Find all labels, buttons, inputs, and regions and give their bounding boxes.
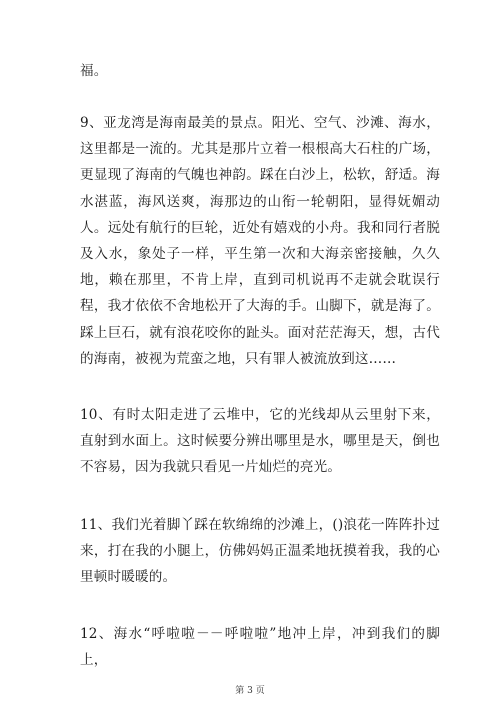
paragraph-item-11: 11、我们光着脚丫踩在软绵绵的沙滩上，()浪花一阵阵扑过来，打在我的小腿上，仿佛妈妈正温柔地抚摸着我，我的心里顿时暖暖的。 bbox=[80, 517, 440, 586]
paragraph-item-10: 10、有时太阳走进了云堆中，它的光线却从云里射下来，直射到水面上。这时候要分辨出哪里是水，哪里是天，倒也不容易，因为我就只看见一片灿烂的亮光。 bbox=[80, 407, 440, 476]
paragraph-continuation: 福。 bbox=[80, 63, 108, 79]
page-number: 第 3 页 bbox=[235, 686, 265, 696]
paragraph-item-12: 12、海水“呼啦啦－－呼啦啦”地冲上岸，冲到我们的脚上， bbox=[80, 626, 440, 669]
paragraph-item-9: 9、亚龙湾是海南最美的景点。阳光、空气、沙滩、海水，这里都是一流的。尤其是那片立着一根根高大石柱的广场，更显现了海南的气魄也神韵。踩在白沙上，松软，舒适。海水湛蓝，海风送爽，海那边的山衔一轮朝阳，显得妩媚动人。远处有航行的巨轮，近处有嬉戏的小舟。我和同行者脱及入水，象处子一样，平生第一次和大海亲密接触，久久地，赖在那里，不肯上岸，直到司机说再不走就会耽误行程，我才依依不舍地松开了大海的手。山脚下，就是海了。踩上巨石，就有浪花咬你的趾头。面对茫茫海天，想，古代的海南，被视为荒蛮之地，只有罪人被流放到这…… bbox=[80, 115, 440, 367]
